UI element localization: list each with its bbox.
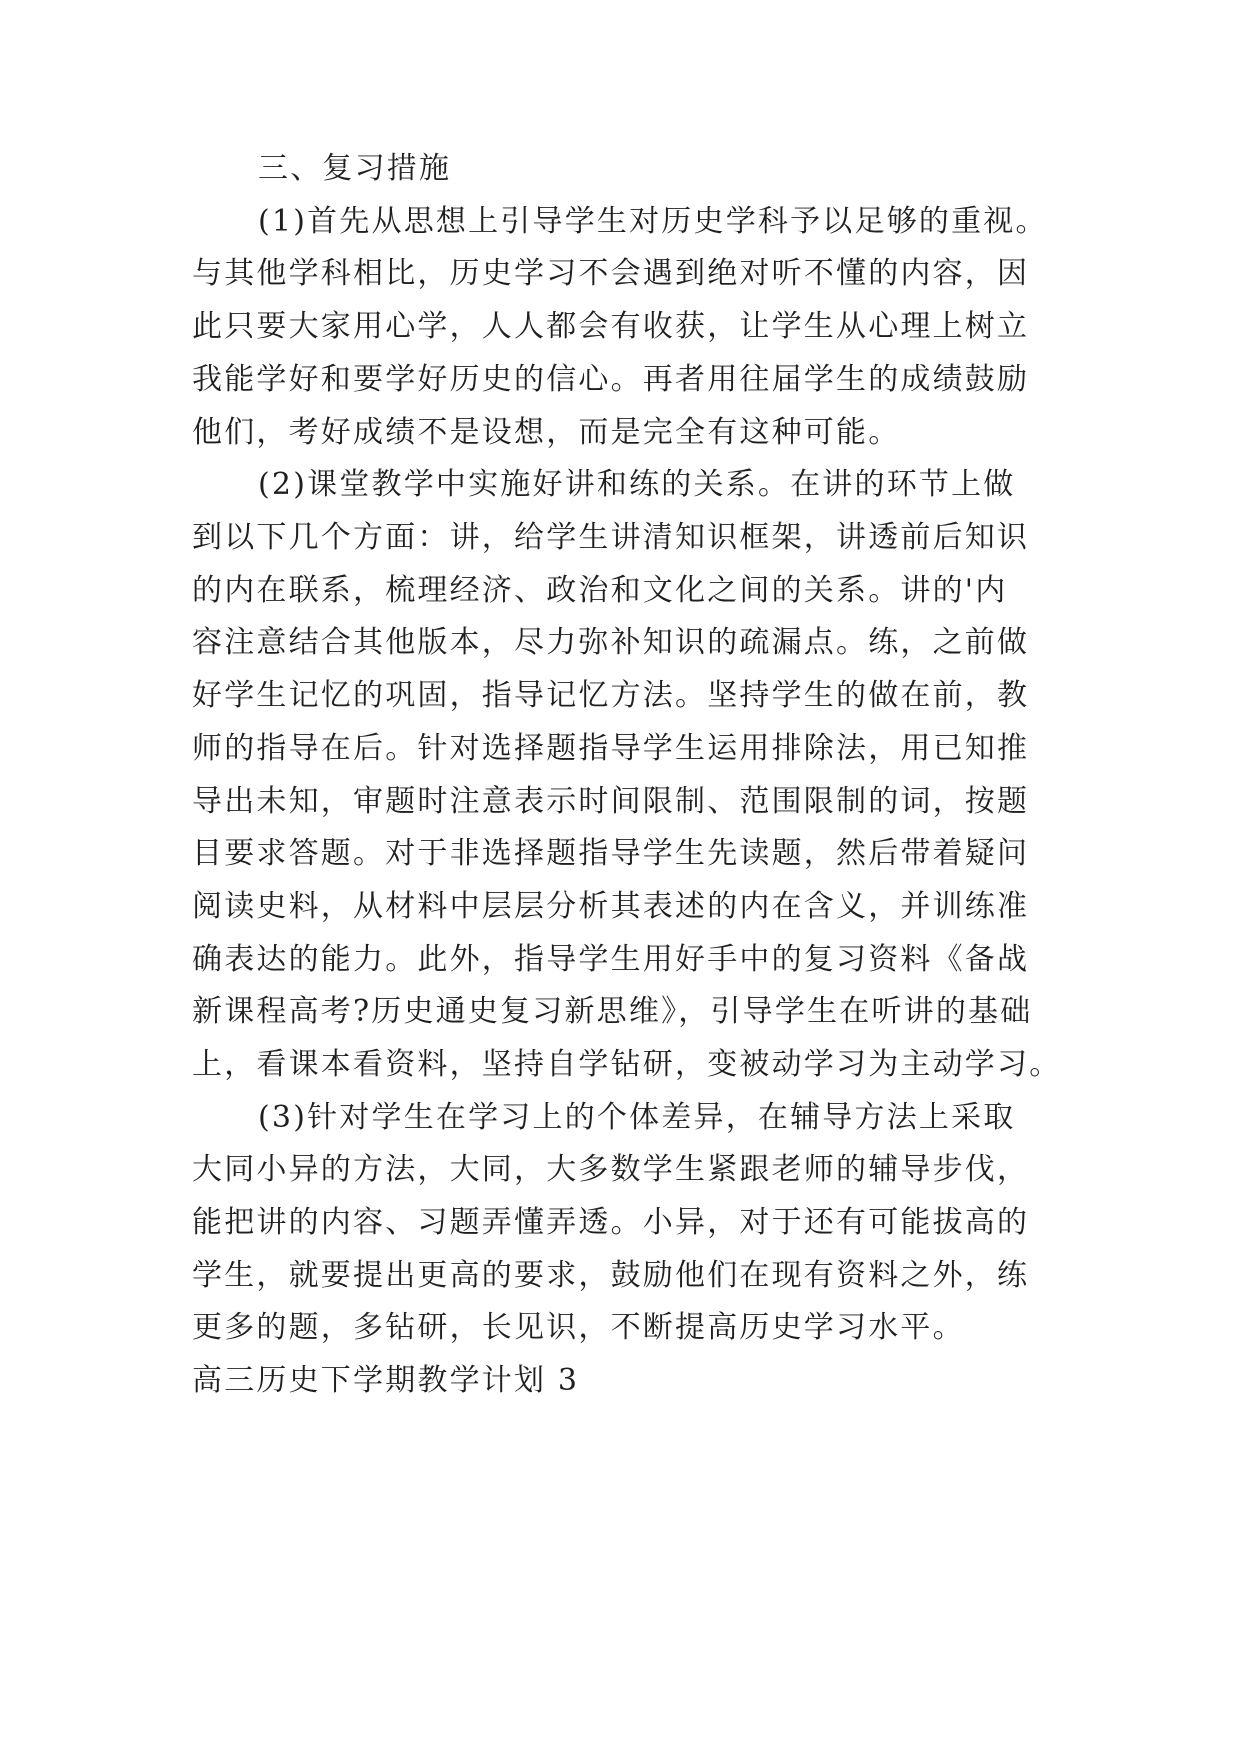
- paragraph-1-line-1: (1)首先从思想上引导学生对历史学科予以足够的重视。: [258, 204, 1048, 239]
- section-heading: 三、复习措施: [258, 151, 452, 186]
- paragraph-2-line-5: 好学生记忆的巩固，指导记忆方法。坚持学生的做在前，教: [192, 678, 1030, 713]
- paragraph-2-line-7: 导出未知，审题时注意表示时间限制、范围限制的词，按题: [192, 784, 1030, 819]
- paragraph-2-line-3: 的内在联系，梳理经济、政治和文化之间的关系。讲的'内: [192, 573, 1008, 608]
- paragraph-2-line-1: (2)课堂教学中实施好讲和练的关系。在讲的环节上做: [258, 467, 1016, 502]
- paragraph-3-line-5: 更多的题，多钻研，长见识，不断提高历史学习水平。: [192, 1310, 965, 1345]
- paragraph-2-line-2: 到以下几个方面：讲，给学生讲清知识框架，讲透前后知识: [192, 520, 1030, 555]
- paragraph-2-line-6: 师的指导在后。针对选择题指导学生运用排除法，用已知推: [192, 731, 1030, 766]
- paragraph-1-line-5: 他们，考好成绩不是设想，而是完全有这种可能。: [192, 415, 901, 450]
- paragraph-2-line-9: 阅读史料，从材料中层层分析其表述的内在含义，并训练准: [192, 889, 1030, 924]
- paragraph-2-line-10: 确表达的能力。此外，指导学生用好手中的复习资料《备战: [192, 942, 1030, 977]
- paragraph-1-line-2: 与其他学科相比，历史学习不会遇到绝对听不懂的内容，因: [192, 256, 1030, 291]
- next-section-title: 高三历史下学期教学计划 3: [192, 1363, 580, 1398]
- paragraph-3-line-4: 学生，就要提出更高的要求，鼓励他们在现有资料之外，练: [192, 1258, 1030, 1293]
- paragraph-1-line-3: 此只要大家用心学，人人都会有收获，让学生从心理上树立: [192, 309, 1030, 344]
- paragraph-2-line-12: 上，看课本看资料，坚持自学钻研，变被动学习为主动学习。: [192, 1047, 1062, 1082]
- paragraph-2-line-4: 容注意结合其他版本，尽力弥补知识的疏漏点。练，之前做: [192, 625, 1030, 660]
- paragraph-2-line-11: 新课程高考?历史通史复习新思维》，引导学生在听讲的基础: [192, 994, 1033, 1029]
- paragraph-2-line-8: 目要求答题。对于非选择题指导学生先读题，然后带着疑问: [192, 836, 1030, 871]
- paragraph-3-line-3: 能把讲的内容、习题弄懂弄透。小异，对于还有可能拔高的: [192, 1205, 1030, 1240]
- paragraph-1-line-4: 我能学好和要学好历史的信心。再者用往届学生的成绩鼓励: [192, 362, 1030, 397]
- paragraph-3-line-1: (3)针对学生在学习上的个体差异，在辅导方法上采取: [258, 1100, 1016, 1135]
- paragraph-3-line-2: 大同小异的方法，大同，大多数学生紧跟老师的辅导步伐，: [192, 1152, 1030, 1187]
